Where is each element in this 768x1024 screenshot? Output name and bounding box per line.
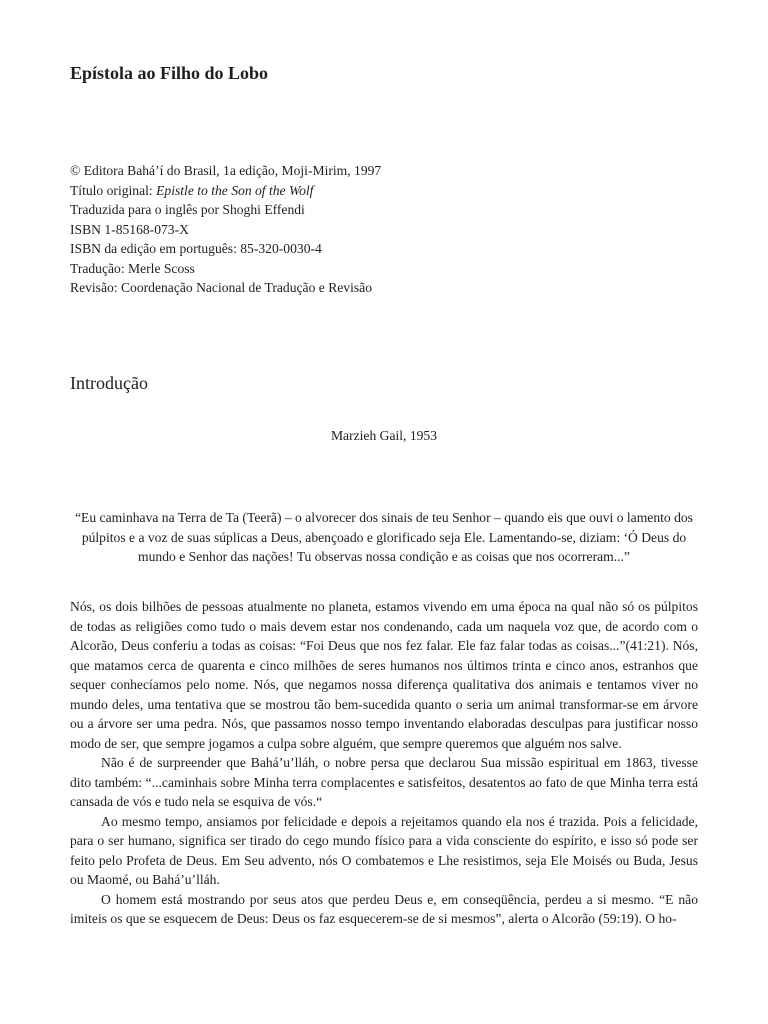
- publisher-line: © Editora Bahá’í do Brasil, 1a edição, Moji-Mirim, 1997: [70, 163, 382, 178]
- paragraph: Nós, os dois bilhões de pessoas atualmente no planeta, estamos vivendo em uma época na qual não só os púlpitos de todas as religiões como tudo o mais devem estar nos condenando, cada um naquela voz que, de acordo com o Alcorão, Deus conferiu a todas as coisas: “Foi Deus que nos fez falar. Ele faz falar todas as coisas...”(41:21). Nós, que matamos cerca de quarenta e cinco milhões de seres humanos nos últimos trinta e cinco anos, estranhos que sequer conhecíamos pelo nome. Nós, que negamos nossa diferença qualitativa dos animais e tentamos viver no mundo deles, uma tentativa que se mostrou tão bem-sucedida quanto o seria um animal transformar-se em árvore ou a árvore ser uma pedra. Nós, que passamos nosso tempo inventando elaboradas desculpas para justificar nosso modo de ser, que sempre jogamos a culpa sobre alguém, que sempre queremos que alguém nos salve.: [70, 599, 698, 751]
- epigraph-quote: “Eu caminhava na Terra de Ta (Teerã) – o alvorecer dos sinais de teu Senhor – quando eis que ouvi o lamento dos púlpitos e a voz de suas súplicas a Deus, abençoado e glorificado seja Ele. Lamentando-se, diziam: ‘Ó Deus do mundo e Senhor das nações! Tu observas nossa condição e as coisas que nos ocorreram...”: [75, 510, 693, 564]
- revision-line: Revisão: Coordenação Nacional de Tradução e Revisão: [70, 280, 372, 295]
- original-title: Epistle to the Son of the Wolf: [156, 182, 314, 198]
- translated-by-line: Traduzida para o inglês por Shoghi Effendi: [70, 202, 305, 217]
- body-text: [70, 597, 698, 929]
- document-title: Epístola ao Filho do Lobo: [70, 63, 269, 83]
- translation-line: Tradução: Merle Scoss: [70, 260, 195, 276]
- paragraph: O homem está mostrando por seus atos que perdeu Deus e, em conseqüência, perdeu a si mesmo. “E não imiteis os que se esquecem de Deus: Deus os faz esquecerem-se de si mesmos”, alerta o Alcorão (59:19). O ho-: [70, 891, 698, 926]
- section-title: Introdução: [70, 373, 148, 393]
- original-title-label: Título original:: [70, 182, 157, 198]
- paragraph: Ao mesmo tempo, ansiamos por felicidade e depois a rejeitamos quando ela nos é trazida. Pois a felicidade, para o ser humano, significa ser tirado do cego mundo físico para a vida consciente do espírito, e isso só pode ser feito pelo Profeta de Deus. Em Seu advento, nós O combatemos e Lhe resistimos, seja Ele Moisés ou Buda, Jesus ou Maomé, ou Bahá’u’lláh.: [70, 813, 698, 887]
- original-title-line: [70, 181, 381, 201]
- credits-block: [70, 161, 381, 298]
- isbn-portuguese-line: ISBN da edição em português: 85-320-0030-4: [70, 241, 322, 256]
- paragraph: Não é de surpreender que Bahá’u’lláh, o nobre persa que declarou Sua missão espiritual em 1863, tivesse dito também: “...caminhais sobre Minha terra complacentes e satisfeitos, desatentos ao fato de que Minha terra está cansada de vós e tudo nela se esquiva de vós.“: [70, 755, 698, 809]
- isbn-line: ISBN 1-85168-073-X: [70, 221, 189, 237]
- author-line: Marzieh Gail, 1953: [330, 428, 438, 443]
